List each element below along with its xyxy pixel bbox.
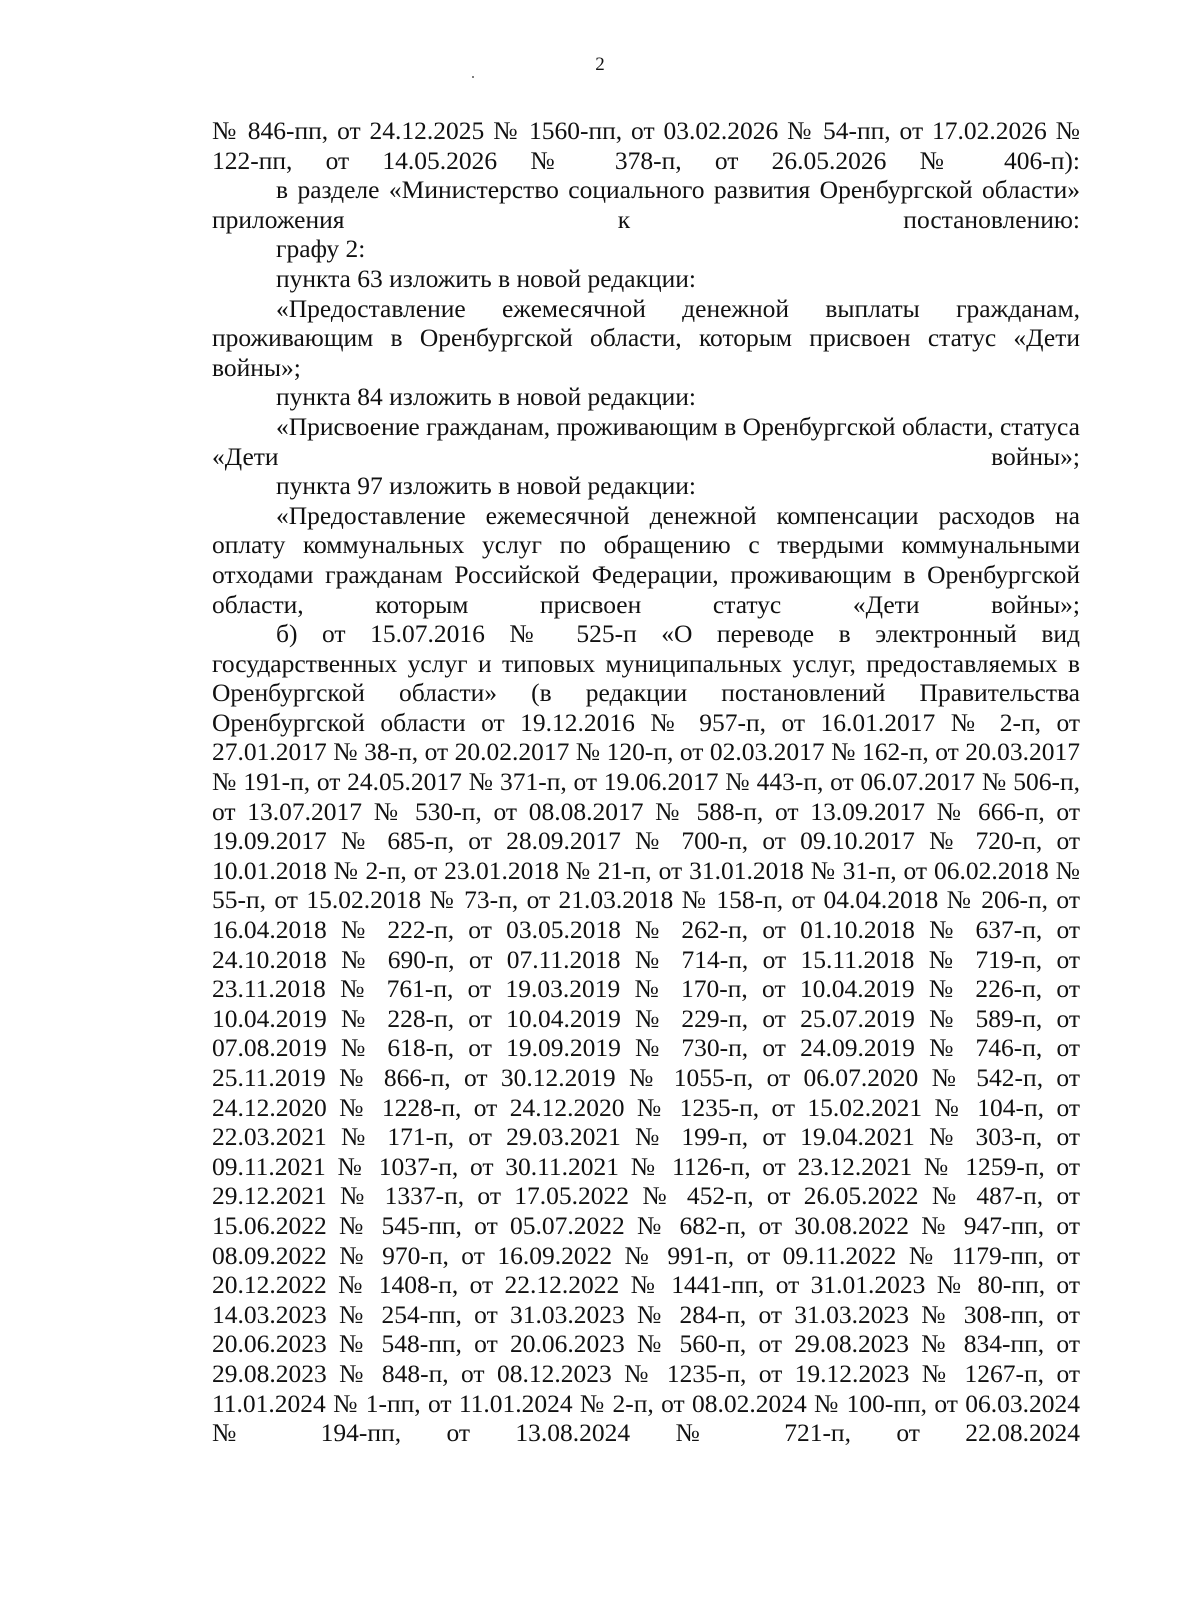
paragraph-section: в разделе «Министерство социального развития Оренбургской области» приложения к постановлению: bbox=[212, 175, 1080, 234]
paragraph-item-97-text: «Предоставление ежемесячной денежной компенсации расходов на оплату коммунальных услуг по обращению с твердыми коммунальными отходами гражданам Российской Федерации, проживающим в Оренбургской области, которым присвоен статус «Дети войны»; bbox=[212, 500, 1080, 619]
paragraph-item-97-heading: пункта 97 изложить в новой редакции: bbox=[276, 471, 696, 501]
document-body bbox=[212, 116, 1080, 1448]
paragraph-item-84-heading: пункта 84 изложить в новой редакции: bbox=[276, 382, 696, 412]
page-number: 2 bbox=[595, 54, 605, 75]
paragraph-column: графу 2: bbox=[276, 234, 366, 264]
paragraph-resolution-b: б) от 15.07.2016 № 525-п «О переводе в электронный вид государственных услуг и типовых муниципальных услуг, предоставляемых в Оренбургской области» (в редакции постановлений Правительства Оренбургской области от 19.12.2016 № 957-п, от 16.01.2017 № 2-п, от 27.01.2017 № 38-п, от 20.02.2017 № 120-п, от 02.03.2017 № 162-п, от 20.03.2017 № 191-п, от 24.05.2017 № 371-п, от 19.06.2017 № 443-п, от 06.07.2017 № 506-п, от 13.07.2017 № 530-п, от 08.08.2017 № 588-п, от 13.09.2017 № 666-п, от 19.09.2017 № 685-п, от 28.09.2017 № 700-п, от 09.10.2017 № 720-п, от 10.01.2018 № 2-п, от 23.01.2018 № 21-п, от 31.01.2018 № 31-п, от 06.02.2018 № 55-п, от 15.02.2018 № 73-п, от 21.03.2018 № 158-п, от 04.04.2018 № 206-п, от 16.04.2018 № 222-п, от 03.05.2018 № 262-п, от 01.10.2018 № 637-п, от 24.10.2018 № 690-п, от 07.11.2018 № 714-п, от 15.11.2018 № 719-п, от 23.11.2018 № 761-п, от 19.03.2019 № 170-п, от 10.04.2019 № 226-п, от 10.04.2019 № 228-п, от 10.04.2019 № 229-п, от 25.07.2019 № 589-п, от 07.08.2019 № 618-п, от 19.09.2019 № 730-п, от 24.09.2019 № 746-п, от 25.11.2019 № 866-п, от 30.12.2019 № 1055-п, от 06.07.2020 № 542-п, от 24.12.2020 № 1228-п, от 24.12.2020 № 1235-п, от 15.02.2021 № 104-п, от 22.03.2021 № 171-п, от 29.03.2021 № 199-п, от 19.04.2021 № 303-п, от 09.11.2021 № 1037-п, от 30.11.2021 № 1126-п, от 23.12.2021 № 1259-п, от 29.12.2021 № 1337-п, от 17.05.2022 № 452-п, от 26.05.2022 № 487-п, от 15.06.2022 № 545-пп, от 05.07.2022 № 682-п, от 30.08.2022 № 947-пп, от 08.09.2022 № 970-п, от 16.09.2022 № 991-п, от 09.11.2022 № 1179-пп, от 20.12.2022 № 1408-п, от 22.12.2022 № 1441-пп, от 31.01.2023 № 80-пп, от 14.03.2023 № 254-пп, от 31.03.2023 № 284-п, от 31.03.2023 № 308-пп, от 20.06.2023 № 548-пп, от 20.06.2023 № 560-п, от 29.08.2023 № 834-пп, от 29.08.2023 № 848-п, от 08.12.2023 № 1235-п, от 19.12.2023 № 1267-п, от 11.01.2024 № 1-пп, от 11.01.2024 № 2-п, от 08.02.2024 № 100-пп, от 06.03.2024 № 194-пп, от 13.08.2024 № 721-п, от 22.08.2024 bbox=[212, 619, 1080, 1448]
scan-speck bbox=[472, 76, 474, 78]
paragraph-item-84-text: «Присвоение гражданам, проживающим в Оренбургской области, статуса «Дети войны»; bbox=[212, 411, 1080, 471]
paragraph-item-63-heading: пункта 63 изложить в новой редакции: bbox=[276, 263, 696, 293]
paragraph-continuation: № 846-пп, от 24.12.2025 № 1560-пп, от 03.02.2026 № 54-пп, от 17.02.2026 № 122-пп, от 14.05.2026 № 378-п, от 26.05.2026 № 406-п): bbox=[212, 116, 1080, 175]
paragraph-item-63-text: «Предоставление ежемесячной денежной выплаты гражданам, проживающим в Оренбургской области, которым присвоен статус «Дети войны»; bbox=[212, 293, 1080, 382]
